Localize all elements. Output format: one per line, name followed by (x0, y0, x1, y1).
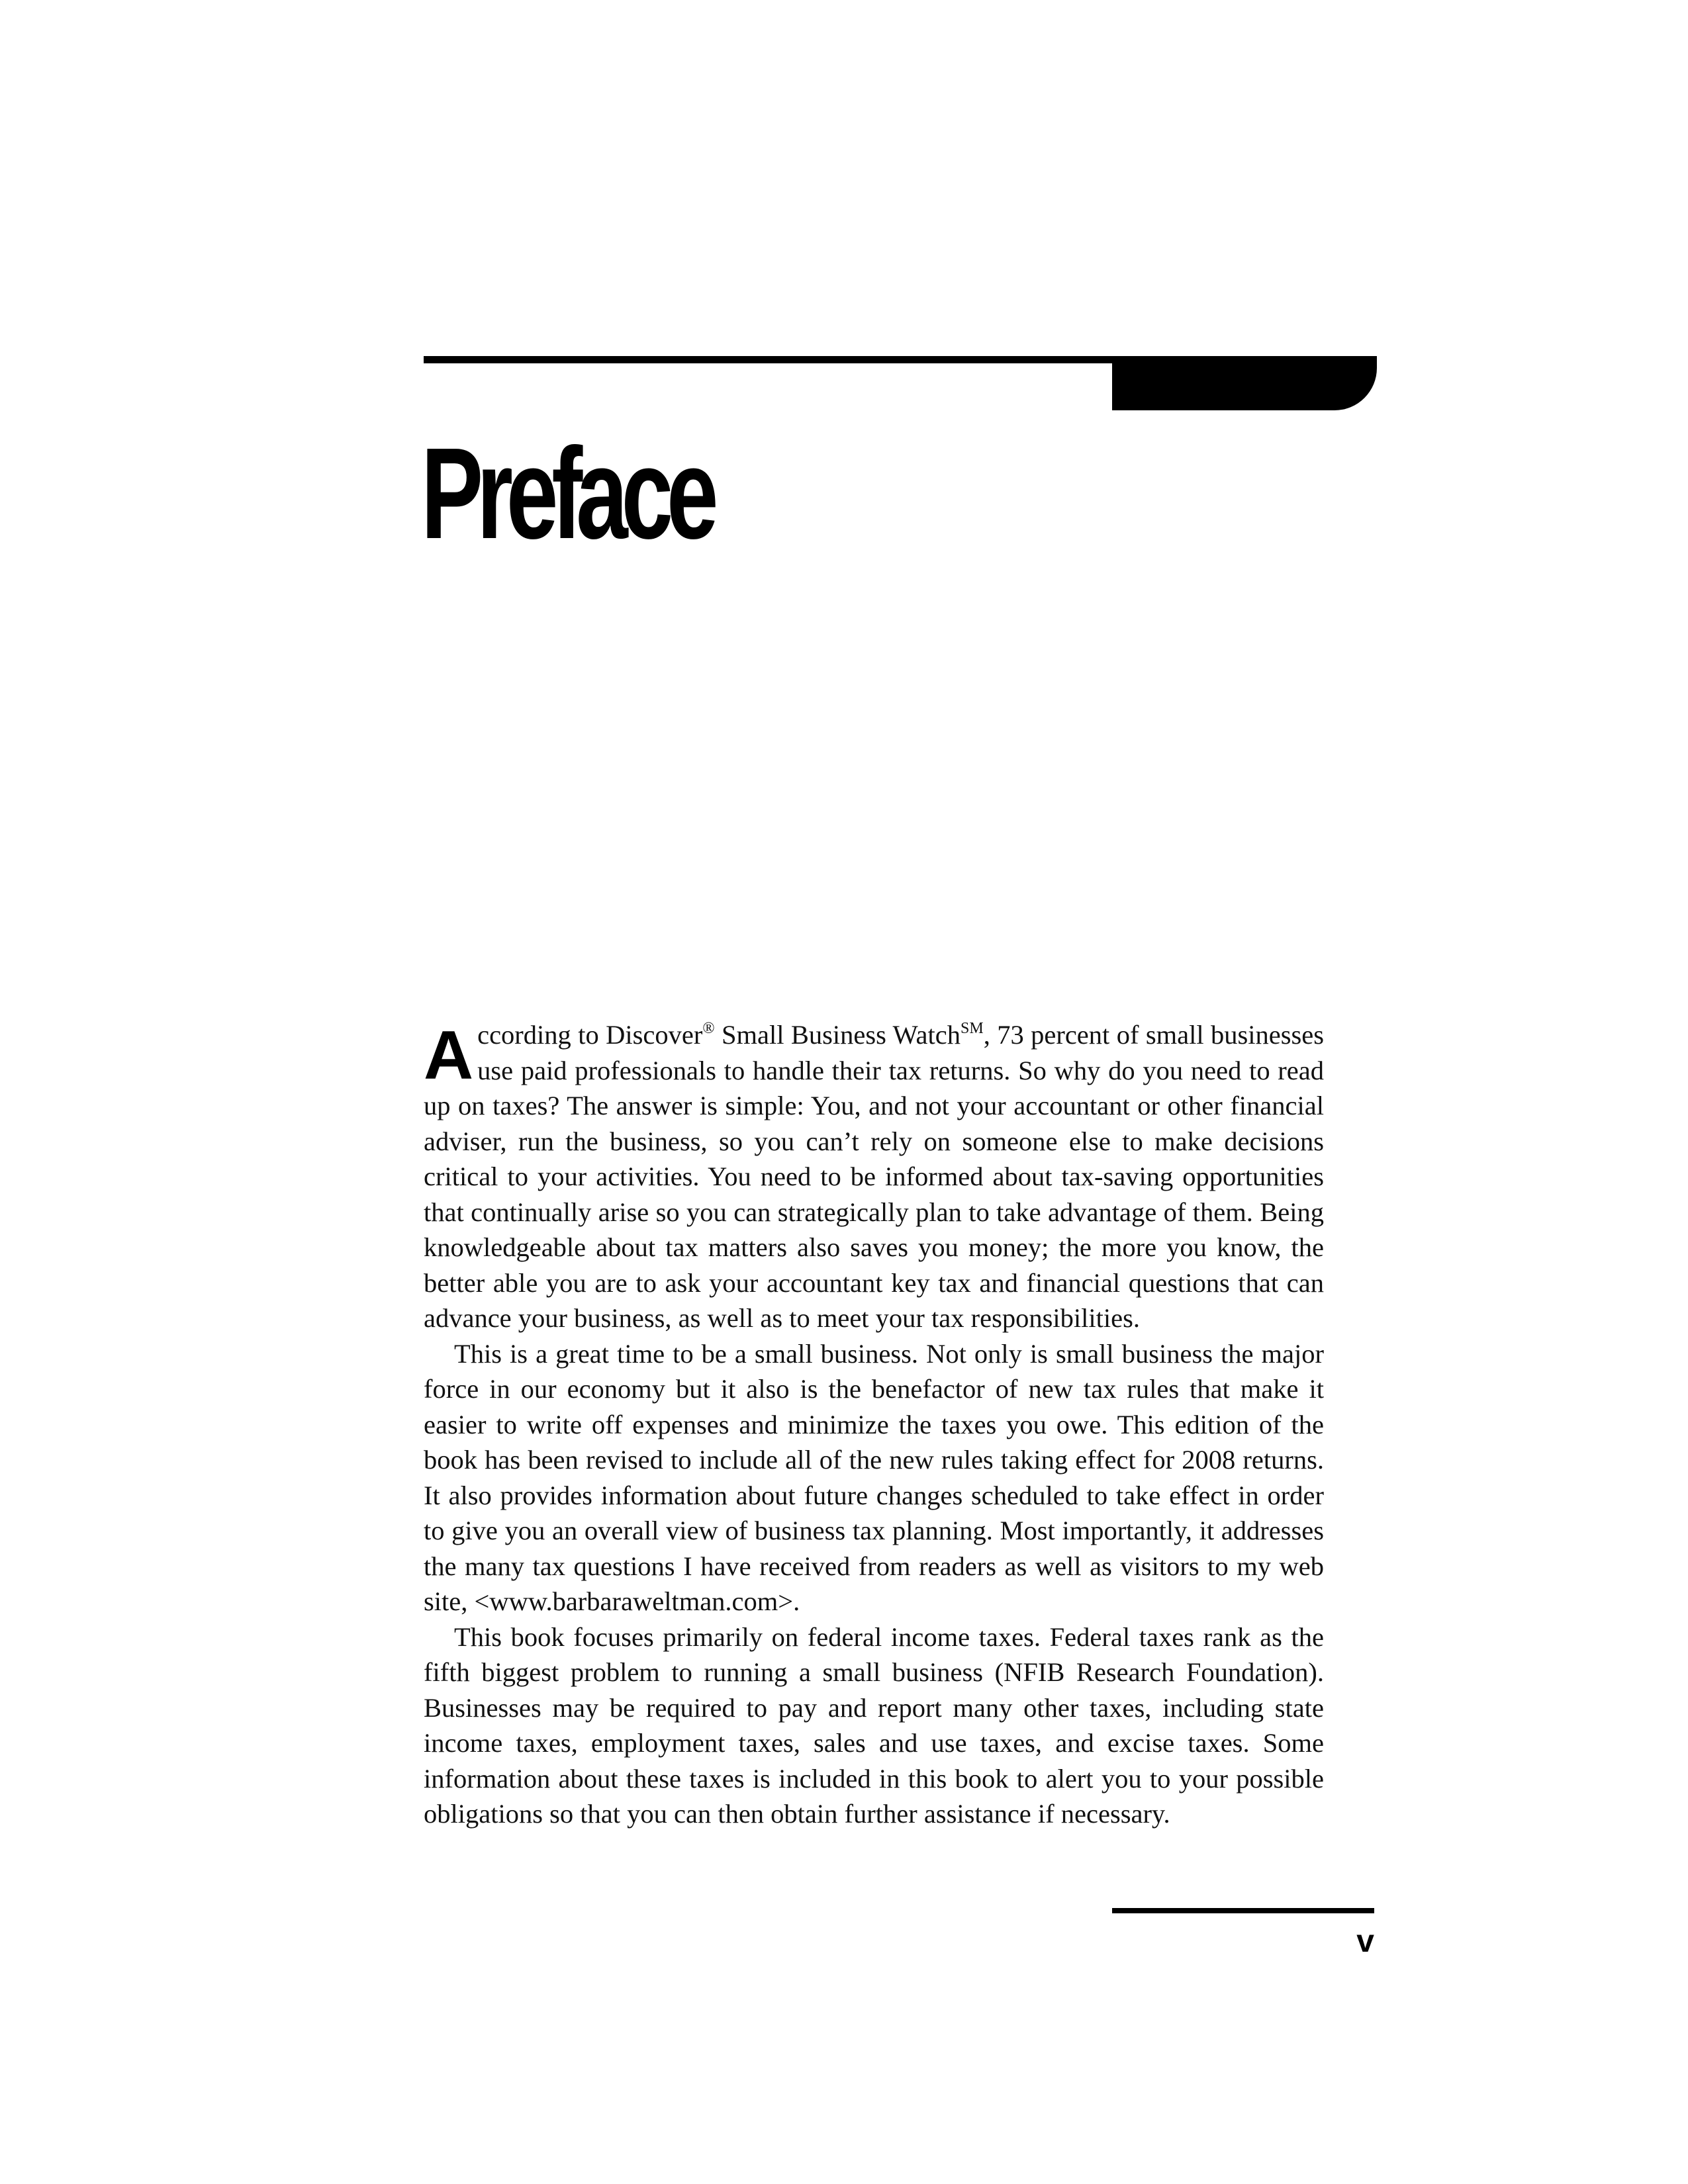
preface-body (424, 1017, 1324, 1832)
paragraph-1-text-a: ccording to Discover (477, 1020, 703, 1050)
footer-rule (1112, 1908, 1374, 1913)
paragraph-1-text-c: , 73 percent of small businesses use paid professionals to handle their tax returns. So why do you need to read up on taxes? The answer is simple: You, and not your accountant or other financial adviser, run the business, so you can’t rely on someone else to make decisions critical to your activities. You need to be informed about tax-saving opportunities that continually arise so you can strategically plan to take advantage of them. Being knowledgeable about tax matters also saves you money; the more you know, the better able you are to ask your accountant key tax and financial questions that can advance your business, as well as to meet your tax responsibilities. (424, 1020, 1324, 1333)
paragraph-2: This is a great time to be a small business. Not only is small business the major force in our economy but it also is the benefactor of new tax rules that make it easier to write off expenses and minimize the taxes you owe. This edition of the book has been revised to include all of the new rules taking effect for 2008 returns. It also provides information about future changes scheduled to take effect in order to give you an overall view of business tax planning. Most importantly, it addresses the many tax questions I have received from readers as well as visitors to my web site, <www.barbaraweltman.com>. (424, 1338, 1324, 1616)
chapter-title: Preface (421, 421, 712, 566)
drop-cap: A (424, 1017, 474, 1094)
paragraph-1-text-b: Small Business Watch (714, 1020, 961, 1050)
page-number: v (1356, 1924, 1374, 1959)
paragraph-3: This book focuses primarily on federal income taxes. Federal taxes rank as the fifth biggest problem to running a small business (NFIB Research Foundation). Businesses may be required to pay and report many other taxes, including state income taxes, employment taxes, sales and use taxes, and excise taxes. Some information about these taxes is included in this book to alert you to your possible obligations so that you can then obtain further assistance if necessary. (424, 1621, 1324, 1829)
service-mark: SM (961, 1020, 984, 1037)
chapter-header-tab (1112, 356, 1377, 410)
registered-mark: ® (702, 1020, 715, 1037)
paragraph-1 (424, 1017, 1324, 1336)
